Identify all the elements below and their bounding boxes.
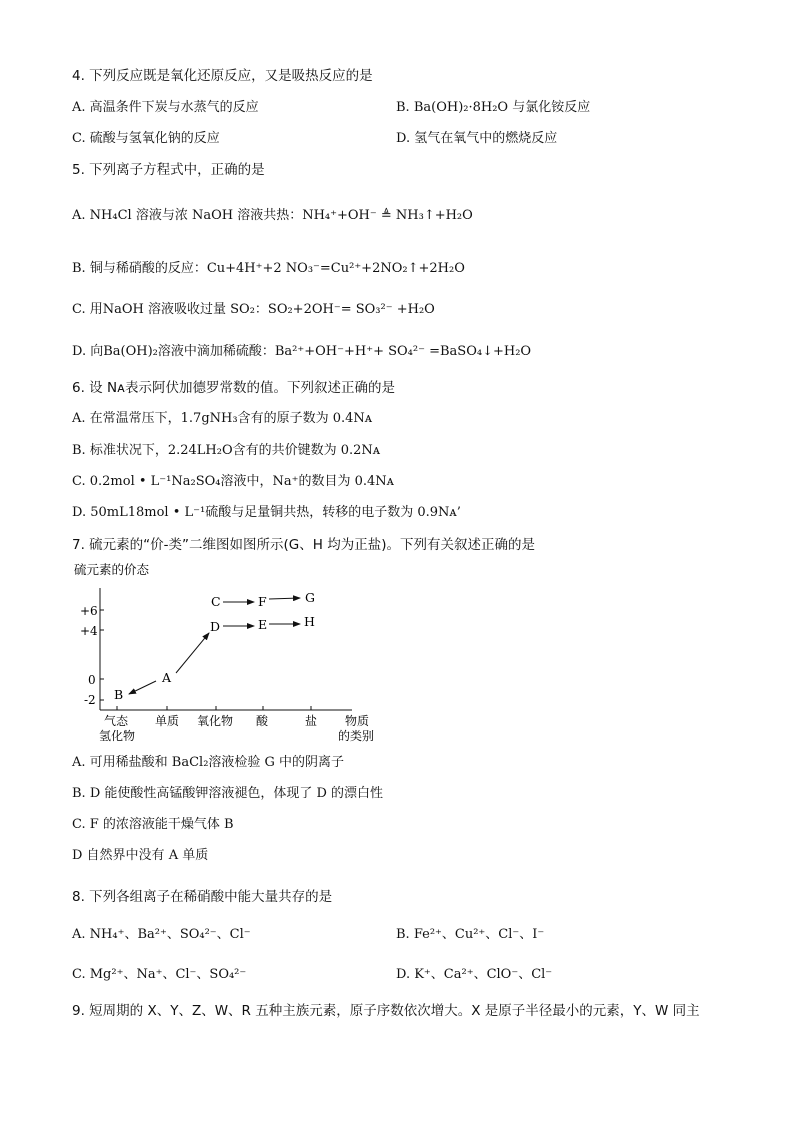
q8-option-c: C. Mg²⁺、Na⁺、Cl⁻、SO₄²⁻	[72, 967, 247, 982]
q9-stem: 9. 短周期的 X、Y、Z、W、R 五种主族元素，原子序数依次增大。X 是原子半径最小的元素，Y、W 同主	[72, 1003, 700, 1019]
point-E: E	[258, 617, 268, 632]
point-B: B	[114, 687, 124, 702]
q5-option-c: C. 用NaOH 溶液吸收过量 SO₂：SO₂+2OH⁻= SO₃²⁻ +H₂O	[72, 302, 435, 317]
q5-option-b: B. 铜与稀硝酸的反应：Cu+4H⁺+2 NO₃⁻=Cu²⁺+2NO₂↑+2H₂O	[72, 261, 465, 276]
point-G: G	[305, 590, 315, 605]
q5-option-d: D. 向Ba(OH)₂溶液中滴加稀硫酸：Ba²⁺+OH⁻+H⁺+ SO₄²⁻ =BaSO₄↓+H₂O	[72, 344, 532, 359]
x-ticks	[99, 706, 374, 743]
q5-stem: 5. 下列离子方程式中，正确的是	[72, 162, 265, 178]
x-category-label: 氢化物	[99, 729, 136, 743]
x-category-label: 物质	[345, 714, 370, 728]
q4-option-b: B. Ba(OH)₂·8H₂O 与氯化铵反应	[396, 100, 591, 115]
q7-option-d: D 自然界中没有 A 单质	[72, 848, 209, 863]
q7-option-b: B. D 能使酸性高锰酸钾溶液褪色，体现了 D 的漂白性	[72, 786, 384, 801]
point-F: F	[258, 594, 267, 609]
y-tick-label: +4	[80, 624, 98, 638]
q8-option-b: B. Fe²⁺、Cu²⁺、Cl⁻、I⁻	[396, 927, 545, 942]
q7-option-a: A. 可用稀盐酸和 BaCl₂溶液检验 G 中的阴离子	[72, 755, 345, 770]
y-tick-label: +6	[80, 604, 98, 618]
x-category-label: 氧化物	[197, 714, 234, 728]
diagram-arrows	[129, 598, 300, 694]
q6-option-c: C. 0.2mol • L⁻¹Na₂SO₄溶液中，Na⁺的数目为 0.4Nᴀ	[72, 474, 394, 489]
q8-option-a: A. NH₄⁺、Ba²⁺、SO₄²⁻、Cl⁻	[72, 927, 251, 942]
q6-option-b: B. 标准状况下，2.24LH₂O含有的共价键数为 0.2Nᴀ	[72, 443, 381, 458]
q4-stem: 4. 下列反应既是氧化还原反应，又是吸热反应的是	[72, 68, 373, 84]
x-category-label: 的类别	[338, 729, 375, 743]
point-A: A	[162, 670, 172, 685]
q4-option-a: A. 高温条件下炭与水蒸气的反应	[72, 100, 259, 115]
q8-option-d: D. K⁺、Ca²⁺、ClO⁻、Cl⁻	[396, 967, 553, 982]
y-axis-label: 硫元素的价态	[74, 562, 150, 577]
y-tick-label: 0	[88, 673, 96, 687]
q5-option-a: A. NH₄Cl 溶液与浓 NaOH 溶液共热：NH₄⁺+OH⁻ ≜ NH₃↑+H₂O	[72, 208, 473, 223]
q6-option-d: D. 50mL18mol • L⁻¹硫酸与足量铜共热，转移的电子数为 0.9Nᴀ’	[72, 505, 461, 520]
x-category-label: 单质	[155, 714, 180, 728]
x-category-label: 酸	[256, 714, 269, 728]
point-D: D	[210, 619, 221, 634]
sulfur-valence-class-diagram	[70, 560, 390, 750]
point-C: C	[211, 594, 221, 609]
q7-option-c: C. F 的浓溶液能干燥气体 B	[72, 817, 234, 832]
x-category-label: 盐	[305, 714, 318, 728]
q6-stem: 6. 设 Nᴀ表示阿伏加德罗常数的值。下列叙述正确的是	[72, 380, 396, 396]
q4-option-c: C. 硫酸与氢氧化钠的反应	[72, 131, 220, 146]
q6-option-a: A. 在常温常压下，1.7gNH₃含有的原子数为 0.4Nᴀ	[72, 411, 373, 426]
y-tick-label: -2	[84, 693, 96, 707]
point-H: H	[304, 614, 315, 629]
x-category-label: 气态	[104, 714, 129, 728]
q4-option-d: D. 氢气在氧气中的燃烧反应	[396, 131, 558, 146]
q7-stem: 7. 硫元素的“价-类”二维图如图所示(G、H 均为正盐)。下列有关叙述正确的是	[72, 537, 535, 553]
q8-stem: 8. 下列各组离子在稀硝酸中能大量共存的是	[72, 889, 333, 905]
